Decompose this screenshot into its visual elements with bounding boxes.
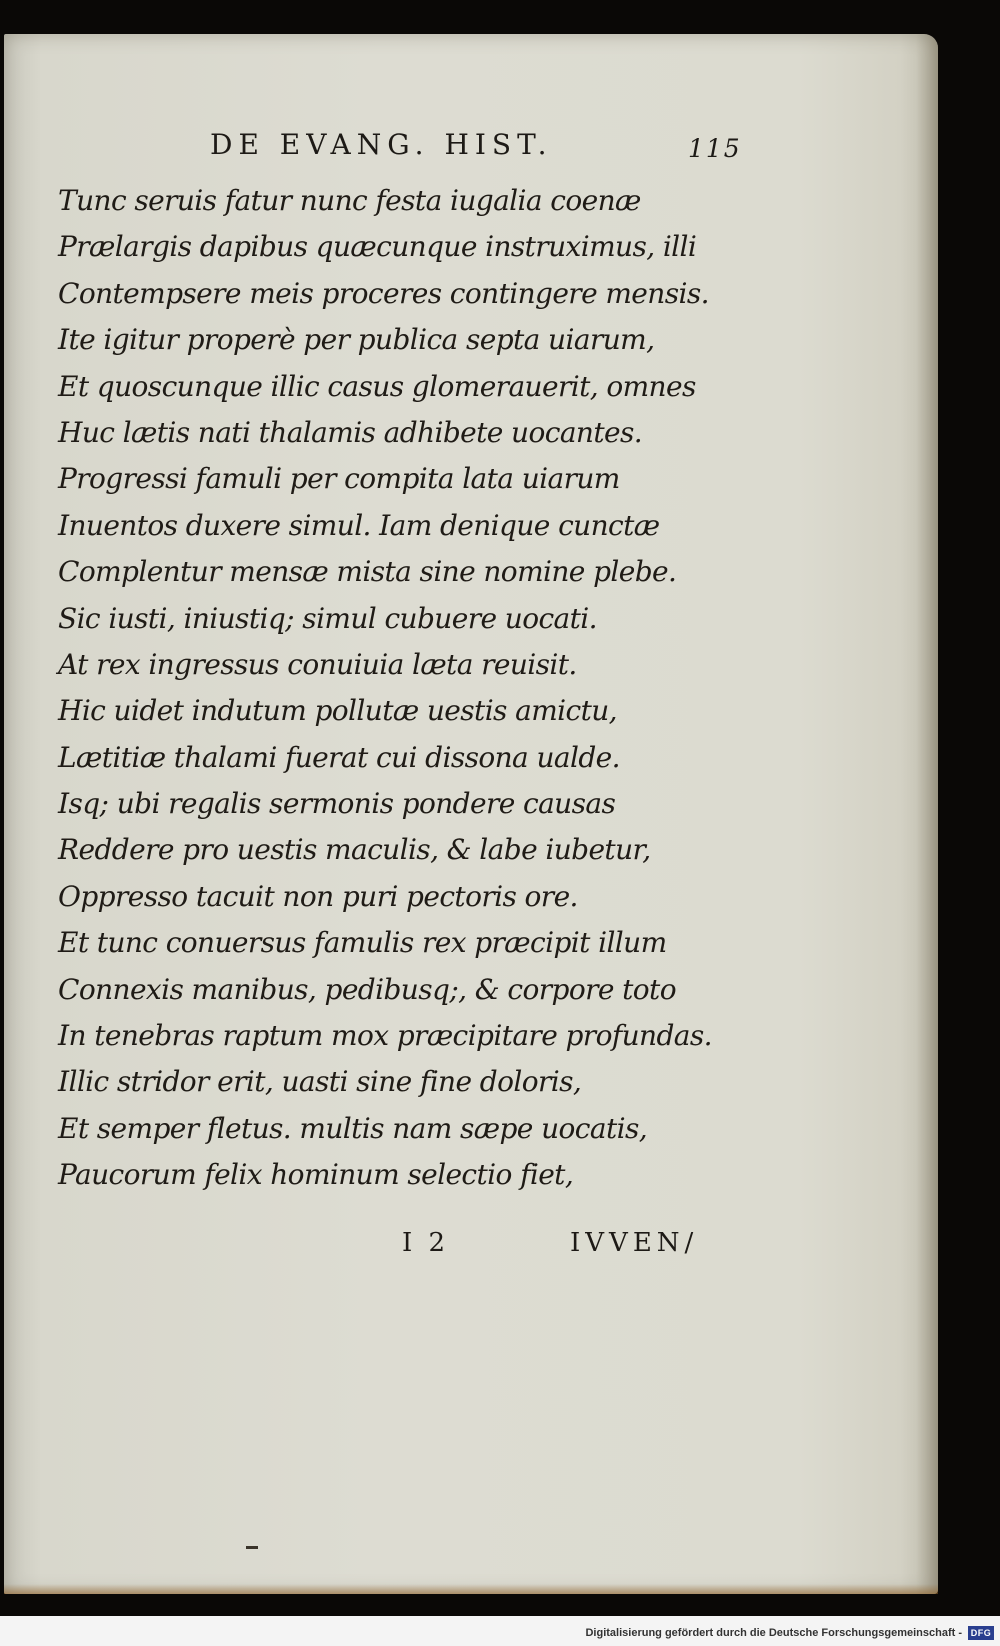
dfg-logo-icon: DFG xyxy=(968,1626,994,1640)
verse-line: Lætitiæ thalami fuerat cui dissona ualde. xyxy=(58,740,620,774)
verse-list xyxy=(58,178,712,1199)
verse-line: Illic stridor erit, uasti sine fine doloris, xyxy=(58,1065,582,1099)
verse-line: In tenebras raptum mox præcipitare profundas. xyxy=(58,1019,712,1053)
credit-bar xyxy=(0,1616,1000,1646)
verse-line: Oppresso tacuit non puri pectoris ore. xyxy=(58,879,578,913)
running-head: DE EVANG. HIST. xyxy=(210,128,553,161)
ink-speck xyxy=(246,1546,258,1549)
signature-mark: I 2 xyxy=(402,1228,450,1258)
catchword: IVVEN/ xyxy=(570,1228,699,1258)
funding-credit: Digitalisierung gefördert durch die Deutsche Forschungsgemeinschaft - xyxy=(585,1627,962,1639)
verse-line: Contempsere meis proceres contingere mensis. xyxy=(58,276,709,310)
verse-line: Inuentos duxere simul. Iam denique cunctæ xyxy=(58,508,660,542)
verse-line: Complentur mensæ mista sine nomine plebe. xyxy=(58,555,677,589)
folio-number: 115 xyxy=(688,134,742,163)
page-foot-stain xyxy=(4,1584,938,1594)
verse-line: Isq; ubi regalis sermonis pondere causas xyxy=(58,787,616,821)
verse-line: Et quoscunque illic casus glomerauerit, omnes xyxy=(58,369,696,403)
verse-line: Prælargis dapibus quæcunque instruximus, illi xyxy=(58,230,697,264)
verse-line: Reddere pro uestis maculis, & labe iubetur, xyxy=(58,833,651,867)
verse-line: Connexis manibus, pedibusq;, & corpore toto xyxy=(58,972,676,1006)
verse-line: Tunc seruis fatur nunc festa iugalia coenæ xyxy=(58,184,641,217)
verse-line: Paucorum felix hominum selectio fiet, xyxy=(58,1158,574,1192)
verse-line: At rex ingressus conuiuia læta reuisit. xyxy=(58,647,577,681)
page-edge-shadow xyxy=(916,34,938,1594)
verse-line: Hic uidet indutum pollutæ uestis amictu, xyxy=(58,694,617,728)
verse-line: Et tunc conuersus famulis rex præcipit illum xyxy=(58,926,667,960)
verse-line: Huc lætis nati thalamis adhibete uocantes. xyxy=(58,415,643,449)
verse-line: Sic iusti, iniustiq; simul cubuere uocati. xyxy=(58,601,597,635)
verse-line: Progressi famuli per compita lata uiarum xyxy=(58,462,620,496)
verse-line: Ite igitur properè per publica septa uiarum, xyxy=(58,323,655,357)
verse-line: Et semper fletus. multis nam sæpe uocatis, xyxy=(58,1111,648,1145)
